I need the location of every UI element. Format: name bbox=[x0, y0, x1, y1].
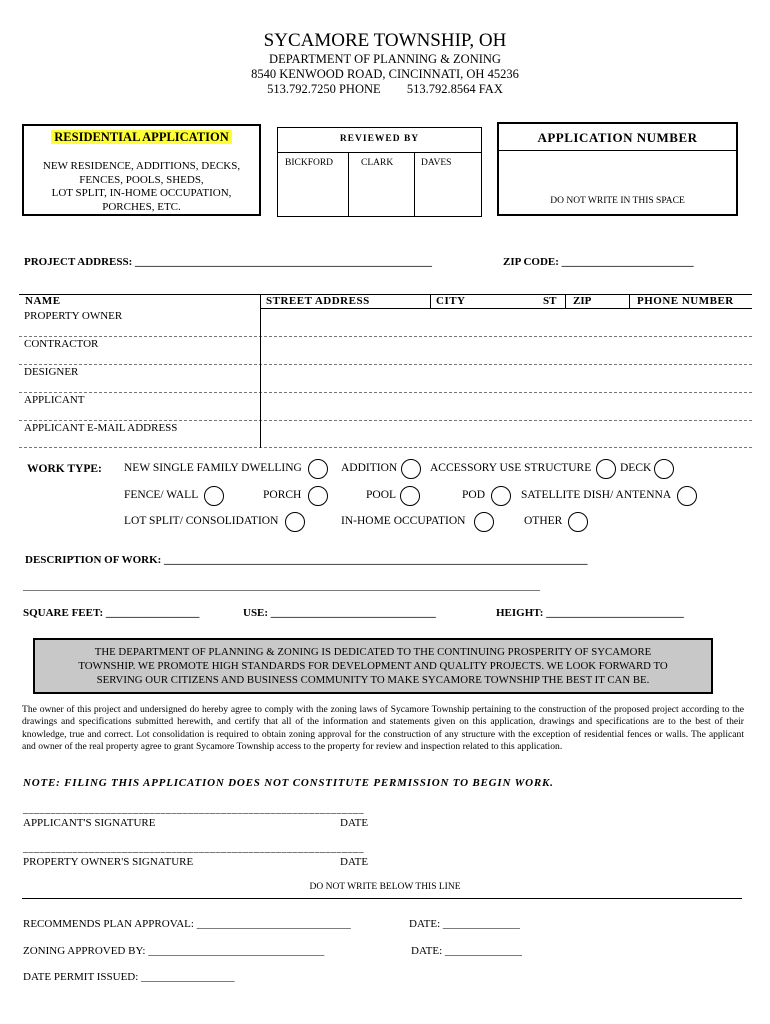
satellite-dish-checkbox[interactable] bbox=[677, 486, 697, 506]
applicant-signature-line[interactable]: ______________________________________________________________ bbox=[23, 804, 364, 815]
deck-label: DECK bbox=[620, 462, 652, 474]
phone-number: 513.792.7250 PHONE bbox=[267, 82, 381, 96]
mission-statement-box bbox=[33, 638, 713, 694]
addition-label: ADDITION bbox=[341, 462, 398, 474]
applicant-signature-label: APPLICANT'S SIGNATURE bbox=[23, 817, 156, 829]
residential-application-box bbox=[22, 124, 261, 216]
do-not-write-note: DO NOT WRITE IN THIS SPACE bbox=[550, 196, 685, 206]
other-checkbox[interactable] bbox=[568, 512, 588, 532]
applicant-date-label: DATE bbox=[340, 817, 369, 829]
header-city: CITY bbox=[436, 295, 466, 307]
recommends-date-field[interactable]: DATE: ______________ bbox=[409, 918, 520, 930]
residential-title: RESIDENTIAL APPLICATION bbox=[24, 130, 259, 145]
new-single-family-label: NEW SINGLE FAMILY DWELLING bbox=[124, 462, 302, 474]
satellite-dish-label: SATELLITE DISH/ ANTENNA bbox=[521, 489, 672, 501]
accessory-use-checkbox[interactable] bbox=[596, 459, 616, 479]
header-name: NAME bbox=[25, 295, 61, 307]
row-contractor: CONTRACTOR bbox=[24, 338, 99, 350]
reviewed-by-box bbox=[277, 127, 482, 217]
home-occupation-label: IN-HOME OCCUPATION bbox=[341, 515, 466, 527]
pod-label: POD bbox=[462, 489, 486, 501]
office-use-divider bbox=[22, 898, 742, 899]
office-address: 8540 KENWOOD ROAD, CINCINNATI, OH 45236 bbox=[251, 67, 519, 81]
permission-note: NOTE: FILING THIS APPLICATION DOES NOT CONSTITUTE PERMISSION TO BEGIN WORK. bbox=[23, 777, 554, 789]
application-number-box bbox=[497, 122, 738, 216]
fence-wall-label: FENCE/ WALL bbox=[124, 489, 199, 501]
new-single-family-checkbox[interactable] bbox=[308, 459, 328, 479]
description-field[interactable]: DESCRIPTION OF WORK: _____________________________________________________________________________ bbox=[25, 554, 588, 566]
application-number-title: APPLICATION NUMBER bbox=[537, 130, 698, 145]
row-applicant: APPLICANT bbox=[24, 394, 85, 406]
work-type-label: WORK TYPE: bbox=[27, 463, 102, 475]
lot-split-label: LOT SPLIT/ CONSOLIDATION bbox=[124, 515, 279, 527]
header-state: ST bbox=[543, 295, 557, 307]
square-feet-field[interactable]: SQUARE FEET: _________________ bbox=[23, 607, 200, 619]
reviewer-clark: CLARK bbox=[361, 158, 394, 168]
lot-split-checkbox[interactable] bbox=[285, 512, 305, 532]
other-label: OTHER bbox=[524, 515, 563, 527]
row-designer: DESIGNER bbox=[24, 366, 79, 378]
zip-code-field[interactable]: ZIP CODE: ________________________ bbox=[503, 256, 694, 268]
reviewed-by-title: REVIEWED BY bbox=[339, 134, 420, 144]
row-applicant-email: APPLICANT E-MAIL ADDRESS bbox=[24, 422, 178, 434]
permit-issued-field[interactable]: DATE PERMIT ISSUED: _________________ bbox=[23, 971, 235, 983]
agreement-text: The owner of this project and undersigned do hereby agree to comply with the zoning laws of Sycamore Township pertaining to the construction of the proposed project according to the drawings and specifications submitted herewith, and certify that all of the information and statements given on this application, drawings and specifications are to the best of their knowledge, true and correct. Lot consolidation is required to obtain zoning approval for the construction of any structure with the exception of residential fences or walls. The applicant and owner of the real property agree to grant Sycamore Township access to the property for review and inspection related to this application. bbox=[22, 704, 744, 753]
residential-scope: NEW RESIDENCE, ADDITIONS, DECKS, FENCES, POOLS, SHEDS, LOT SPLIT, IN-HOME OCCUPATION, PORCHES, ETC. bbox=[42, 160, 241, 213]
row-property-owner: PROPERTY OWNER bbox=[24, 310, 123, 322]
owner-date-label: DATE bbox=[340, 856, 369, 868]
mission-statement: THE DEPARTMENT OF PLANNING & ZONING IS DEDICATED TO THE CONTINUING PROSPERITY OF SYCAMORE TOWNSHIP. WE PROMOTE HIGH STANDARDS FOR DEVELOPMENT AND QUALITY PROJECTS. WE LOOK FORWARD TO SERVING OUR CITIZENS AND BUSINESS COMMUNITY TO MAKE SYCAMORE TOWNSHIP THE BEST IT CAN BE. bbox=[78, 646, 668, 686]
project-address-field[interactable]: PROJECT ADDRESS: ______________________________________________________ bbox=[24, 256, 433, 268]
deck-checkbox[interactable] bbox=[654, 459, 674, 479]
owner-signature-label: PROPERTY OWNER'S SIGNATURE bbox=[23, 856, 194, 868]
addition-checkbox[interactable] bbox=[401, 459, 421, 479]
zoning-date-field[interactable]: DATE: ______________ bbox=[411, 945, 522, 957]
department-name: DEPARTMENT OF PLANNING & ZONING bbox=[269, 52, 501, 66]
recommends-approval-field[interactable]: RECOMMENDS PLAN APPROVAL: ____________________________ bbox=[23, 918, 351, 930]
porch-checkbox[interactable] bbox=[308, 486, 328, 506]
pod-checkbox[interactable] bbox=[491, 486, 511, 506]
header-phone-number: PHONE NUMBER bbox=[637, 295, 734, 307]
contact-line bbox=[0, 82, 770, 97]
township-title: SYCAMORE TOWNSHIP, OH bbox=[263, 30, 507, 51]
fax-number: 513.792.8564 FAX bbox=[406, 82, 503, 96]
reviewer-daves: DAVES bbox=[421, 158, 452, 168]
pool-label: POOL bbox=[366, 489, 397, 501]
office-use-divider-label: DO NOT WRITE BELOW THIS LINE bbox=[309, 882, 461, 892]
zoning-approved-field[interactable]: ZONING APPROVED BY: ________________________________ bbox=[23, 945, 325, 957]
accessory-use-label: ACCESSORY USE STRUCTURE bbox=[430, 462, 592, 474]
use-field[interactable]: USE: ______________________________ bbox=[243, 607, 436, 619]
fence-wall-checkbox[interactable] bbox=[204, 486, 224, 506]
pool-checkbox[interactable] bbox=[400, 486, 420, 506]
header-zip: ZIP bbox=[573, 295, 592, 307]
header-street-address: STREET ADDRESS bbox=[266, 295, 370, 307]
description-line-2[interactable]: ______________________________________________________________________________________________ bbox=[23, 580, 540, 592]
owner-signature-line[interactable]: ______________________________________________________________ bbox=[23, 843, 364, 854]
porch-label: PORCH bbox=[263, 489, 302, 501]
home-occupation-checkbox[interactable] bbox=[474, 512, 494, 532]
height-field[interactable]: HEIGHT: _________________________ bbox=[496, 607, 684, 619]
reviewer-bickford: BICKFORD bbox=[285, 158, 334, 168]
contacts-table bbox=[19, 294, 752, 448]
